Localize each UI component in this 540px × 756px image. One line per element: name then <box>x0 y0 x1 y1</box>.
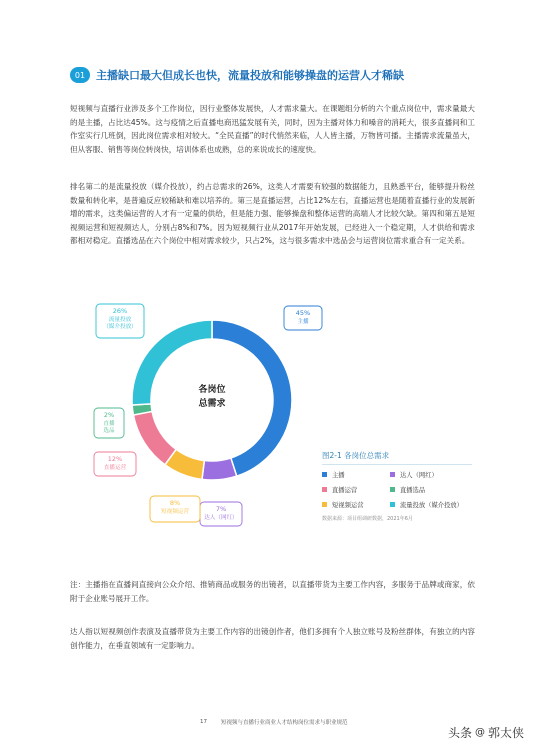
note-2 <box>70 625 475 652</box>
center-label: 各岗位 <box>198 385 226 395</box>
slice-percent-label: 2% <box>103 411 115 419</box>
legend-swatch <box>390 502 395 507</box>
slice-name-label: （媒介投放） <box>103 324 137 330</box>
at-icon: @ <box>475 727 486 738</box>
note-text: 注：主播指在直播间直接向公众介绍、推销商品或服务的出镜者，以直播带货为主要工作内容，多服务于品牌或商家，依附于企业账号展开工作。 <box>70 580 475 603</box>
slice-percent-label: 26% <box>112 307 128 315</box>
page-footer <box>200 718 348 726</box>
note-text: 达人指以短视频创作表演及直播带货为主要工作内容的出镜创作者，他们多拥有个人独立账号及粉丝群体，有独立的内容创作能力，在垂直领域有一定影响力。 <box>70 627 475 650</box>
watermark <box>448 724 524 741</box>
legend-swatch <box>322 472 327 477</box>
page-number: 17 <box>200 719 207 725</box>
legend-label: 主播 <box>332 472 345 479</box>
watermark-right: 郭太侠 <box>488 726 525 740</box>
donut-slice <box>133 411 176 464</box>
donut-slice <box>202 458 237 480</box>
chart-title: 图2-1 各岗位总需求 <box>322 450 472 465</box>
section-number-badge: 01 <box>70 67 90 83</box>
slice-name-label: 达人（网红） <box>204 515 238 521</box>
slice-name-label: 主播 <box>297 319 309 325</box>
paragraph-text: 排名第二的是流量投放（媒介投放），约占总需求的26%，这类人才需要有较强的数据能力，且熟悉平台，能够提升粉丝数量和转化率，是普遍反应较稀缺和难以培养的。第三是直播运营，占比12%左右，直播运营也是随着直播行业的发展新增的需求，这类偏运营的人才有一定量的供给，但是能力强、能够操盘和整体运营的高端人才比较欠缺。第四和第五是短视频运营和短视频达人，分别占8%和7%。因为短视频行业从2017年开始发展，已经进入一个稳定期，人才供给和需求都相对稳定。直播选品在六个岗位中相对需求较少，只占2%，这与很多需求中选品会与运营岗位需求重合有一定关系。 <box>70 182 475 245</box>
watermark-left: 头条 <box>448 726 473 740</box>
note-1 <box>70 578 475 605</box>
slice-name-label: 选品 <box>103 428 115 434</box>
slice-name-label: 短视频运营 <box>161 509 189 515</box>
legend-item <box>322 500 390 509</box>
center-label: 总需求 <box>198 399 226 409</box>
legend-label: 直播运营 <box>332 487 358 494</box>
slice-name-label: 流量投放 <box>108 317 132 323</box>
legend-grid <box>322 470 472 509</box>
slice-name-label: 直播 <box>103 421 115 427</box>
slice-percent-label: 8% <box>169 499 181 507</box>
legend-swatch <box>390 487 395 492</box>
chart-legend <box>322 450 472 522</box>
section-title: 主播缺口最大但成长也快，流量投放和能够操盘的运营人才稀缺 <box>96 69 404 82</box>
slice-percent-label: 12% <box>107 455 123 463</box>
chart-source: 数据来源：项目组调研数据，2021年6月 <box>322 516 413 522</box>
legend-label: 直播选品 <box>400 487 426 494</box>
legend-swatch <box>322 487 327 492</box>
slice-name-label: 直播运营 <box>103 465 127 471</box>
slice-percent-label: 7% <box>215 505 227 513</box>
footer-text: 短视频与直播行业商业人才结构岗位需求与职业规范 <box>221 720 348 726</box>
legend-label: 流量投放（媒介投放） <box>400 502 463 509</box>
legend-swatch <box>322 502 327 507</box>
legend-label: 短视频运营 <box>332 502 364 509</box>
legend-label: 达人（网红） <box>400 472 438 479</box>
legend-item <box>390 485 470 494</box>
slice-percent-label: 45% <box>295 309 311 317</box>
legend-item <box>322 470 390 479</box>
legend-swatch <box>390 472 395 477</box>
legend-item <box>390 470 470 479</box>
legend-item <box>322 485 390 494</box>
paragraph-text: 短视频与直播行业涉及多个工作岗位，因行业整体发展快，人才需求量大。在课题组分析的六个重点岗位中，需求量最大的是主播，占比达45%。这与疫情之后直播电商迅猛发展有关，同时，因为主播对体力和嗓音的消耗大，很多直播间和工作室实行几班倒，因此岗位需求相对较大。“全民直播”的时代悄然来临，人人皆主播，万物皆可播。主播需求流量虽大，但从客服、销售等岗位转岗快，培训体系也成熟，总的来说成长的速度快。 <box>70 104 475 154</box>
legend-item <box>390 500 470 509</box>
